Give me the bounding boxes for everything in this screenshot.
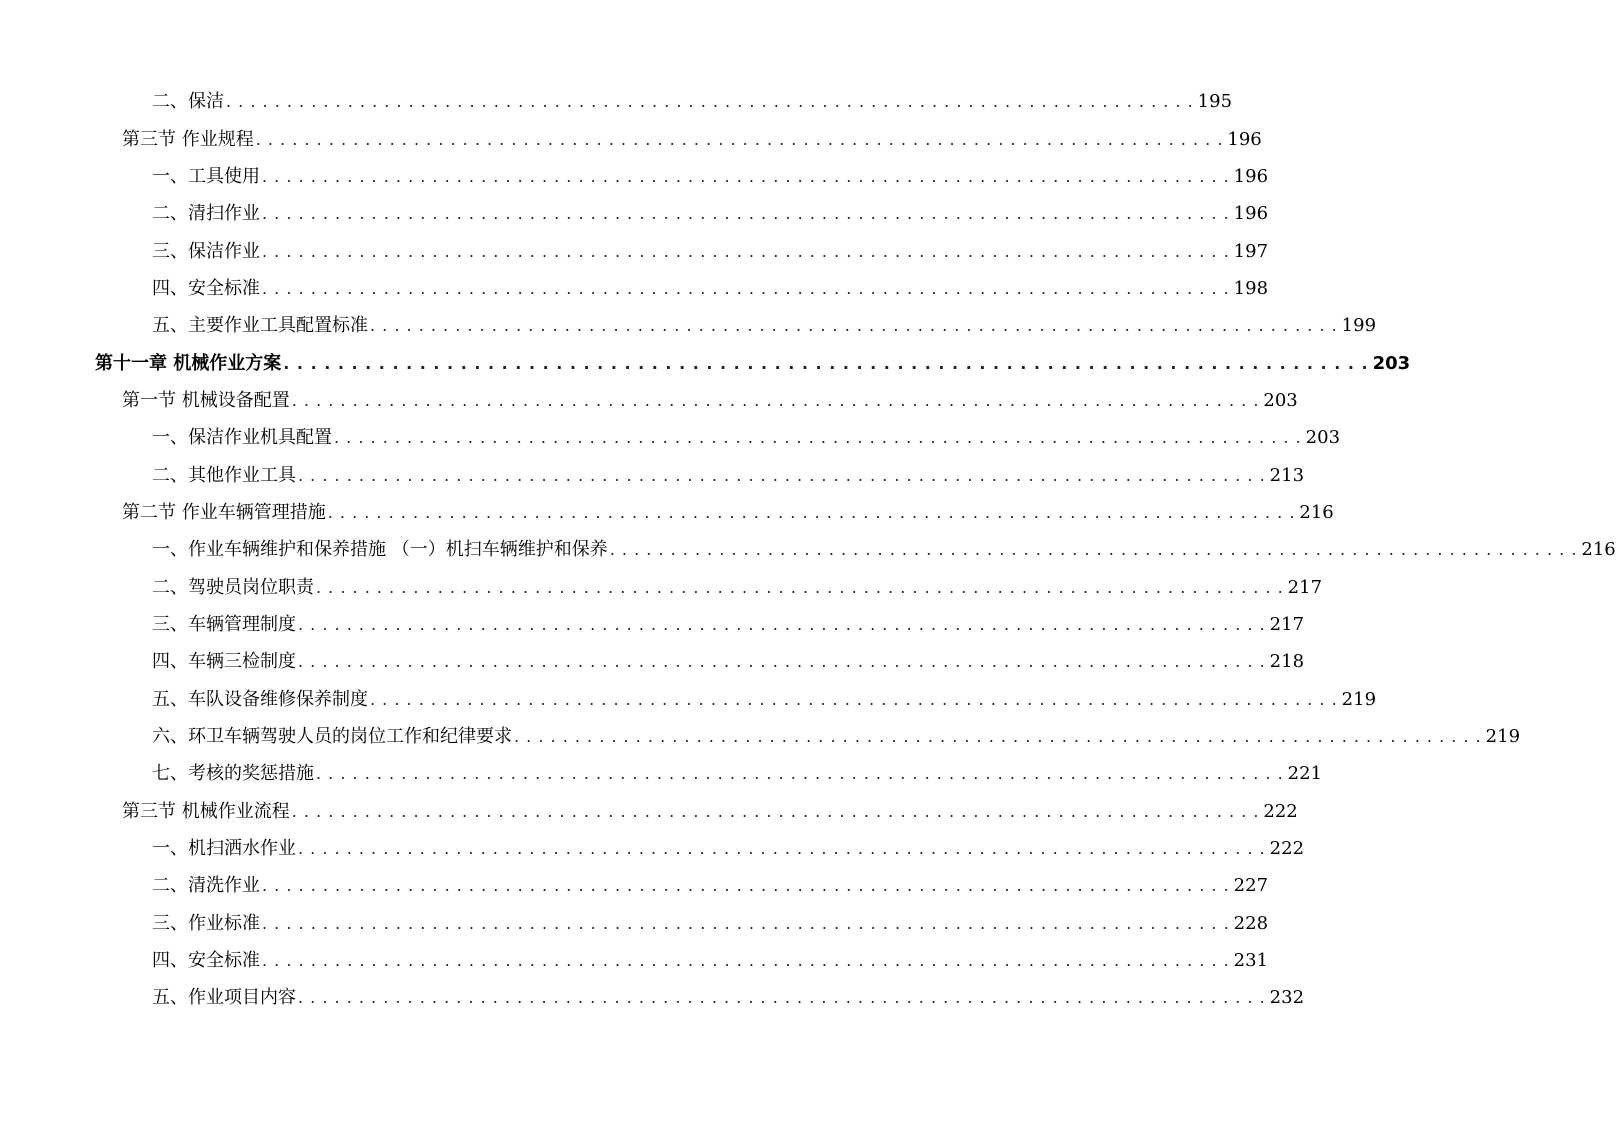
toc-entry[interactable]	[152, 612, 1305, 638]
toc-leader-dots: . . . . . . . . . . . . . . . . . . . . . . . . . . . . . . . . . . . . . . . . . . . . . . . . . . . . . . . . . . . . . . . . . . . . . . . . . . . . . . . .	[262, 279, 1230, 298]
toc-entry-title: 二、驾驶员岗位职责	[152, 577, 314, 598]
toc-entry[interactable]	[152, 276, 1269, 302]
toc-chapter-entry[interactable]	[95, 351, 1411, 377]
toc-entry[interactable]	[152, 873, 1269, 899]
toc-leader-dots: . . . . . . . . . . . . . . . . . . . . . . . . . . . . . . . . . . . . . . . . . . . . . . . . . . . . . . . . . . . . . . . . . . . . . . . . . . . . . . . .	[370, 690, 1338, 709]
toc-entry-page: 217	[1287, 577, 1323, 598]
toc-entry-title: 三、作业标准	[152, 913, 260, 934]
toc-entry-page: 198	[1233, 278, 1269, 299]
toc-entry-page: 216	[1581, 539, 1616, 560]
toc-entry[interactable]	[152, 836, 1305, 862]
toc-entry[interactable]	[152, 425, 1341, 451]
toc-entry[interactable]	[152, 985, 1305, 1011]
toc-entry-page: 196	[1227, 129, 1262, 150]
toc-entry-title: 二、清洗作业	[152, 875, 260, 896]
toc-entry-title: 三、保洁作业	[152, 241, 260, 262]
toc-entry-page: 218	[1269, 651, 1305, 672]
toc-leader-dots: . . . . . . . . . . . . . . . . . . . . . . . . . . . . . . . . . . . . . . . . . . . . . . . . . . . . . . . . . . . . . . . . . . . . . . . . . . . . . . . .	[609, 540, 1578, 559]
toc-leader-dots: . . . . . . . . . . . . . . . . . . . . . . . . . . . . . . . . . . . . . . . . . . . . . . . . . . . . . . . . . . . . . . . . . . . . . . . . . . . . . . . .	[327, 503, 1296, 522]
toc-entry-title: 第三节 机械作业流程	[122, 801, 290, 822]
toc-leader-dots: . . . . . . . . . . . . . . . . . . . . . . . . . . . . . . . . . . . . . . . . . . . . . . . . . . . . . . . . . . . . . . . . . . . . . . . . . . . . . . . .	[298, 652, 1266, 671]
toc-entry-page: 216	[1299, 502, 1334, 523]
toc-entry[interactable]	[152, 911, 1269, 937]
toc-entry-title: 二、保洁	[152, 91, 224, 112]
toc-leader-dots: . . . . . . . . . . . . . . . . . . . . . . . . . . . . . . . . . . . . . . . . . . . . . . . . . . . . . . . . . . . . . . . . . . . . . . . . . . . . . . . .	[226, 92, 1194, 111]
toc-entry-page: 219	[1485, 726, 1521, 747]
toc-leader-dots: . . . . . . . . . . . . . . . . . . . . . . . . . . . . . . . . . . . . . . . . . . . . . . . . . . . . . . . . . . . . . . . . . . . . . . . . . . . . . . . .	[262, 204, 1230, 223]
toc-entry-page: 231	[1233, 950, 1269, 971]
toc-leader-dots: . . . . . . . . . . . . . . . . . . . . . . . . . . . . . . . . . . . . . . . . . . . . . . . . . . . . . . . . . . . . . . . . . . . . . . . . . . . . . . . .	[316, 578, 1284, 597]
toc-entry-title: 第三节 作业规程	[122, 129, 254, 150]
toc-entry[interactable]	[122, 799, 1298, 825]
toc-leader-dots: . . . . . . . . . . . . . . . . . . . . . . . . . . . . . . . . . . . . . . . . . . . . . . . . . . . . . . . . . . . . . . . . . . . . . . . . . . . . . . . .	[262, 242, 1230, 261]
toc-entry-title: 五、主要作业工具配置标准	[152, 315, 368, 336]
toc-entry-title: 四、安全标准	[152, 278, 260, 299]
toc-entry[interactable]	[152, 239, 1269, 265]
toc-entry[interactable]	[152, 201, 1269, 227]
toc-entry[interactable]	[152, 575, 1323, 601]
toc-entry-page: 232	[1269, 987, 1305, 1008]
toc-entry-page: 217	[1269, 614, 1305, 635]
toc-entry-title: 一、保洁作业机具配置	[152, 427, 332, 448]
toc-entry-page: 203	[1305, 427, 1341, 448]
toc-leader-dots: . . . . . . . . . . . . . . . . . . . . . . . . . . . . . . . . . . . . . . . . . . . . . . . . . . . . . . . . . . . . . . . . . . . . . . . . . . . . . . . .	[291, 802, 1260, 821]
toc-entry-page: 203	[1372, 353, 1411, 374]
toc-entry[interactable]	[152, 687, 1377, 713]
toc-entry-title: 一、机扫洒水作业	[152, 838, 296, 859]
toc-entry-title: 七、考核的奖惩措施	[152, 763, 314, 784]
toc-leader-dots: . . . . . . . . . . . . . . . . . . . . . . . . . . . . . . . . . . . . . . . . . . . . . . . . . . . . . . . . . . . . . . . . . . . . . . . . . . . . . . . .	[262, 951, 1230, 970]
toc-leader-dots: . . . . . . . . . . . . . . . . . . . . . . . . . . . . . . . . . . . . . . . . . . . . . . . . . . . . . . . . . . . . . . . . . . . . . . . . . . . . . . . .	[283, 354, 1369, 373]
toc-entry-page: 221	[1287, 763, 1323, 784]
toc-entry-title: 一、工具使用	[152, 166, 260, 187]
toc-entry-title: 一、作业车辆维护和保养措施 （一）机扫车辆维护和保养	[152, 539, 608, 560]
toc-entry-title: 第二节 作业车辆管理措施	[122, 502, 326, 523]
toc-entry-title: 第十一章 机械作业方案	[95, 353, 282, 374]
toc-leader-dots: . . . . . . . . . . . . . . . . . . . . . . . . . . . . . . . . . . . . . . . . . . . . . . . . . . . . . . . . . . . . . . . . . . . . . . . . . . . . . . . .	[298, 988, 1266, 1007]
toc-entry[interactable]	[152, 948, 1269, 974]
toc-entry-title: 三、车辆管理制度	[152, 614, 296, 635]
toc-entry-page: 199	[1341, 315, 1377, 336]
toc-entry-title: 五、作业项目内容	[152, 987, 296, 1008]
toc-entry-title: 二、其他作业工具	[152, 465, 296, 486]
toc-entry[interactable]	[122, 500, 1334, 526]
toc-entry[interactable]	[152, 164, 1269, 190]
toc-leader-dots: . . . . . . . . . . . . . . . . . . . . . . . . . . . . . . . . . . . . . . . . . . . . . . . . . . . . . . . . . . . . . . . . . . . . . . . . . . . . . . . .	[262, 876, 1230, 895]
toc-entry[interactable]	[122, 388, 1298, 414]
toc-entry[interactable]	[152, 761, 1323, 787]
toc-entry-page: 222	[1269, 838, 1305, 859]
toc-entry-page: 195	[1197, 91, 1233, 112]
toc-leader-dots: . . . . . . . . . . . . . . . . . . . . . . . . . . . . . . . . . . . . . . . . . . . . . . . . . . . . . . . . . . . . . . . . . . . . . . . . . . . . . . . .	[298, 839, 1266, 858]
toc-leader-dots: . . . . . . . . . . . . . . . . . . . . . . . . . . . . . . . . . . . . . . . . . . . . . . . . . . . . . . . . . . . . . . . . . . . . . . . . . . . . . . . .	[262, 167, 1230, 186]
toc-entry-page: 222	[1263, 801, 1298, 822]
toc-entry-page: 197	[1233, 241, 1269, 262]
toc-entry-page: 219	[1341, 689, 1377, 710]
toc-entry-title: 五、车队设备维修保养制度	[152, 689, 368, 710]
toc-entry-title: 第一节 机械设备配置	[122, 390, 290, 411]
toc-entry[interactable]	[152, 649, 1305, 675]
toc-entry[interactable]	[152, 463, 1305, 489]
toc-entry[interactable]	[152, 724, 1521, 750]
toc-leader-dots: . . . . . . . . . . . . . . . . . . . . . . . . . . . . . . . . . . . . . . . . . . . . . . . . . . . . . . . . . . . . . . . . . . . . . . . . . . . . . . . .	[514, 727, 1482, 746]
toc-entry[interactable]	[152, 89, 1233, 115]
toc-entry[interactable]	[122, 127, 1262, 153]
toc-leader-dots: . . . . . . . . . . . . . . . . . . . . . . . . . . . . . . . . . . . . . . . . . . . . . . . . . . . . . . . . . . . . . . . . . . . . . . . . . . . . . . . .	[291, 391, 1260, 410]
toc-entry-page: 227	[1233, 875, 1269, 896]
toc-entry-title: 二、清扫作业	[152, 203, 260, 224]
toc-entry[interactable]	[152, 537, 1616, 563]
toc-entry-page: 196	[1233, 203, 1269, 224]
toc-entry[interactable]	[152, 313, 1377, 339]
toc-entry-page: 228	[1233, 913, 1269, 934]
toc-leader-dots: . . . . . . . . . . . . . . . . . . . . . . . . . . . . . . . . . . . . . . . . . . . . . . . . . . . . . . . . . . . . . . . . . . . . . . . . . . . . . . . .	[316, 764, 1284, 783]
toc-leader-dots: . . . . . . . . . . . . . . . . . . . . . . . . . . . . . . . . . . . . . . . . . . . . . . . . . . . . . . . . . . . . . . . . . . . . . . . . . . . . . . . .	[370, 316, 1338, 335]
toc-entry-title: 六、环卫车辆驾驶人员的岗位工作和纪律要求	[152, 726, 512, 747]
toc-leader-dots: . . . . . . . . . . . . . . . . . . . . . . . . . . . . . . . . . . . . . . . . . . . . . . . . . . . . . . . . . . . . . . . . . . . . . . . . . . . . . . . .	[255, 130, 1224, 149]
toc-leader-dots: . . . . . . . . . . . . . . . . . . . . . . . . . . . . . . . . . . . . . . . . . . . . . . . . . . . . . . . . . . . . . . . . . . . . . . . . . . . . . . . .	[298, 615, 1266, 634]
toc-entry-title: 四、车辆三检制度	[152, 651, 296, 672]
toc-entry-page: 213	[1269, 465, 1305, 486]
toc-leader-dots: . . . . . . . . . . . . . . . . . . . . . . . . . . . . . . . . . . . . . . . . . . . . . . . . . . . . . . . . . . . . . . . . . . . . . . . . . . . . . . . .	[298, 466, 1266, 485]
toc-entry-title: 四、安全标准	[152, 950, 260, 971]
toc-entry-page: 203	[1263, 390, 1298, 411]
toc-leader-dots: . . . . . . . . . . . . . . . . . . . . . . . . . . . . . . . . . . . . . . . . . . . . . . . . . . . . . . . . . . . . . . . . . . . . . . . . . . . . . . . .	[262, 914, 1230, 933]
toc-leader-dots: . . . . . . . . . . . . . . . . . . . . . . . . . . . . . . . . . . . . . . . . . . . . . . . . . . . . . . . . . . . . . . . . . . . . . . . . . . . . . . . .	[334, 428, 1302, 447]
toc-entry-page: 196	[1233, 166, 1269, 187]
